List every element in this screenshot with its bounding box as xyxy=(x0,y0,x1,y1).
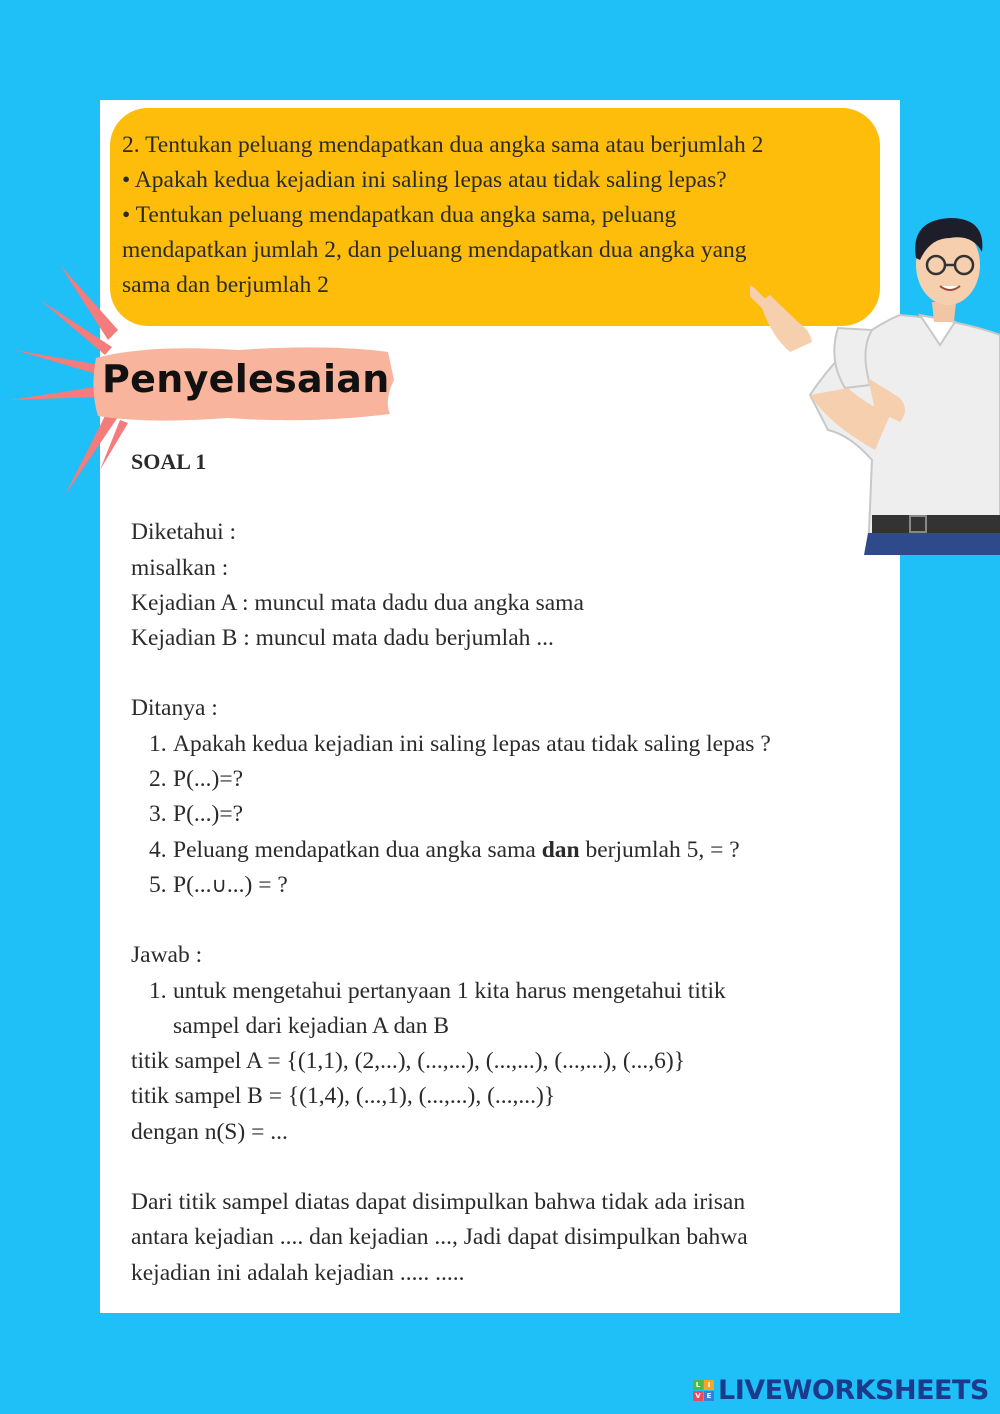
question-line: • Apakah kedua kejadian ini saling lepas atau tidak saling lepas? xyxy=(122,167,727,193)
liveworksheets-icon: L I V E xyxy=(693,1380,714,1401)
jawab-heading: Jawab : xyxy=(131,942,203,969)
soal-heading: SOAL 1 xyxy=(131,449,207,474)
conclusion-line: kejadian ini adalah kejadian ..... ..... xyxy=(131,1259,465,1286)
union-symbol: ∪ xyxy=(211,872,227,897)
misalkan-label: misalkan : xyxy=(131,554,229,581)
question-line: 2. Tentukan peluang mendapatkan dua angka sama atau berjumlah 2 xyxy=(122,132,764,158)
sample-space-size: dengan n(S) = ... xyxy=(131,1118,288,1145)
diketahui-heading: Diketahui : xyxy=(131,519,237,546)
list-item: 4. Peluang mendapatkan dua angka sama dan berjumlah 5, = ? xyxy=(149,836,740,863)
brand-name: LIVEWORKSHEETS xyxy=(718,1374,989,1406)
jawab-continuation: sampel dari kejadian A dan B xyxy=(173,1012,450,1039)
sample-space-b: titik sampel B = {(1,4), (...,1), (...,...), (...,...)} xyxy=(131,1083,556,1110)
ditanya-list xyxy=(131,727,871,903)
conclusion-line: antara kejadian .... dan kejadian ..., Jadi dapat disimpulkan bahwa xyxy=(131,1224,748,1251)
liveworksheets-logo[interactable] xyxy=(693,1372,989,1408)
list-item: 1. untuk mengetahui pertanyaan 1 kita harus mengetahui titik xyxy=(149,977,726,1004)
conclusion-line: Dari titik sampel diatas dapat disimpulkan bahwa tidak ada irisan xyxy=(131,1189,746,1216)
solution-content xyxy=(131,442,871,1291)
question-line: mendapatkan jumlah 2, dan peluang mendapatkan dua angka yang xyxy=(122,237,747,263)
list-item: 1. Apakah kedua kejadian ini saling lepas atau tidak saling lepas ? xyxy=(149,730,771,757)
ditanya-heading: Ditanya : xyxy=(131,695,218,722)
list-item: 3. P(...)=? xyxy=(149,801,244,828)
list-item: 5. P(...∪...) = ? xyxy=(149,871,288,898)
kejadian-a: Kejadian A : muncul mata dadu dua angka sama xyxy=(131,589,584,616)
question-line: sama dan berjumlah 2 xyxy=(122,272,329,298)
page-title: Penyelesaian xyxy=(102,357,390,401)
list-item: 2. P(...)=? xyxy=(149,766,244,793)
question-line: • Tentukan peluang mendapatkan dua angka sama, peluang xyxy=(122,202,677,228)
jawab-list xyxy=(131,974,871,1009)
sample-space-a: titik sampel A = {(1,1), (2,...), (...,...), (...,...), (...,...), (...,6)} xyxy=(131,1048,686,1075)
kejadian-b: Kejadian B : muncul mata dadu berjumlah ... xyxy=(131,625,554,652)
